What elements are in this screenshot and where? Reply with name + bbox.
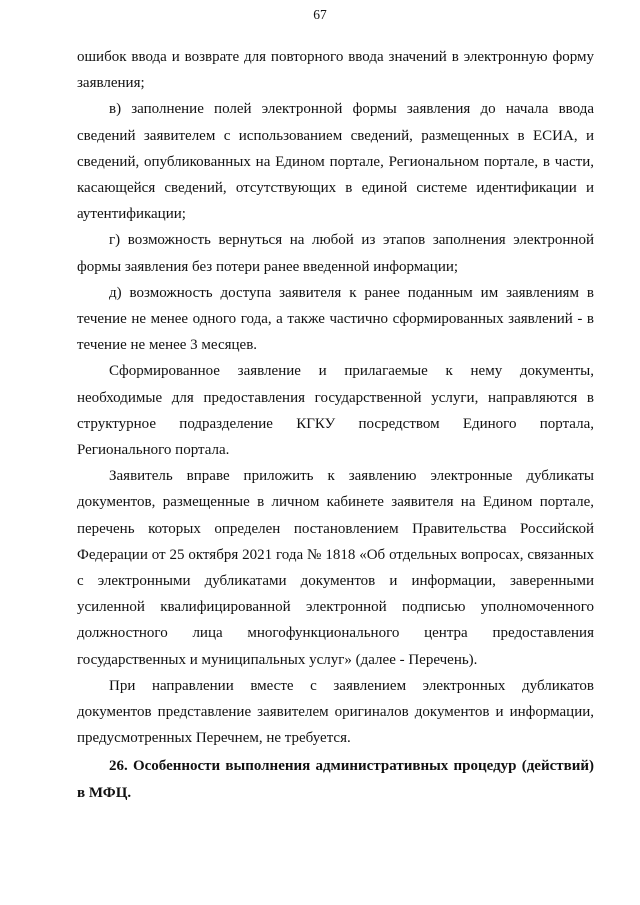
section-heading: 26. Особенности выполнения административных процедур (действий) в МФЦ. — [77, 758, 594, 801]
paragraph-duplicates: Заявитель вправе приложить к заявлению электронные дубликаты документов, размещенные в личном кабинете заявителя на Едином портале, перечень которых определен постановлением Правительства Российской Федерации от 25 октября 2021 года № 1818 «Об отдельных вопросах, связанных с электронными дубликатами документов и информации, заверенными усиленной квалифицированной электронной подписью уполномоченного должностного лица многофункционального центра предоставления государственных и муниципальных услуг» (далее - Перечень). — [77, 468, 594, 668]
paragraph-item-g: г) возможность вернуться на любой из этапов заполнения электронной формы заявления без потери ранее введенной информации; — [77, 232, 594, 275]
paragraph-continuation: ошибок ввода и возврате для повторного ввода значений в электронную форму заявления; — [77, 49, 594, 92]
paragraph-item-d: д) возможность доступа заявителя к ранее поданным им заявлениям в течение не менее одного года, а также частично сформированных заявлений - в течение не менее 3 месяцев. — [77, 284, 594, 354]
page-number: 67 — [313, 7, 327, 22]
paragraph-item-v: в) заполнение полей электронной формы заявления до начала ввода сведений заявителем с использованием сведений, размещенных в ЕСИА, и сведений, опубликованных на Едином портале, Региональном портале, в части, касающейся сведений, отсутствующих в единой системе идентификации и аутентификации; — [77, 101, 594, 223]
paragraph-submission: Сформированное заявление и прилагаемые к нему документы, необходимые для предоставления государственной услуги, направляются в структурное подразделение КГКУ посредством Единого портала, Регионального портала. — [77, 363, 594, 459]
document-body — [77, 44, 594, 806]
paragraph-originals: При направлении вместе с заявлением электронных дубликатов документов представление заявителем оригиналов документов и информации, предусмотренных Перечнем, не требуется. — [77, 677, 594, 747]
